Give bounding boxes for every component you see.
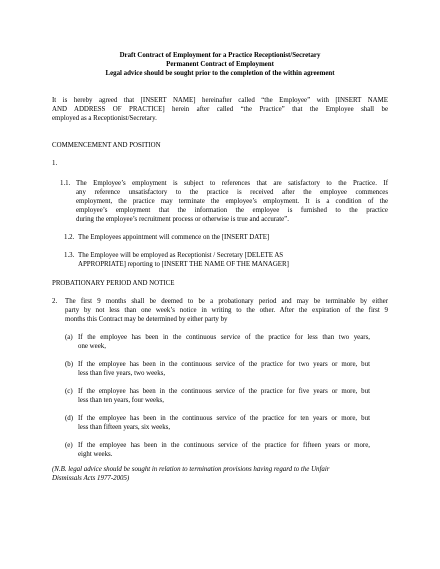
document-title: Draft Contract of Employment for a Practice Receptionist/Secretary — [119, 52, 321, 59]
document-subtitle: Permanent Contract of Employment — [166, 61, 274, 68]
clause-number: 1.1. — [60, 180, 71, 187]
legal-advice-notice: Legal advice should be sought prior to the completion of the within agreement — [105, 70, 335, 77]
list-label: (b) — [65, 361, 74, 368]
list-label: (c) — [65, 388, 73, 395]
list-label: (e) — [65, 442, 73, 449]
section-heading-commencement: COMMENCEMENT AND POSITION — [52, 142, 161, 149]
document-page: Draft Contract of Employment for a Practice Receptionist/Secretary Permanent Contract of Employment Legal advice should be sought prior to the completion of the within agreement It is hereby agreed that [INSERT NAME] hereinafter called “the Employee” with [INSERT NAME AND ADDRESS OF PRACTICE] herein after called “the Practice” that the Employee shall be employed as a Receptionist/Secretary. COMMENCEMENT AND POSITION 1. 1.1. The Employee’s employment is subject to references that are satisfactory to the Practice. If any reference unsatisfactory to the practice is received after the employee commences employment, the practice may terminate the employee’s employment. It is a condition of the employee’s employment that the information the employee is furnished to the practice during the employee’s recruitment process or otherwise is true and accurate”. 1.2. The Employees appointment will commence on the [INSERT DATE] 1.3. The Employee will be employed as Receptionist / Secretary [DELETE AS APPROPRIATE] reporting to [INSERT THE NAME OF THE MANAGER] PROBATIONARY PERIOD AND NOTICE 2. The first 9 months shall be deemed to be a probationary period and may be terminable by either party by not less than one week’s notice in writing to the other. After the expiration of the first 9 months this Contract may be determined by either party by (a) If the employee has been in the continuous service of the practice for less than two years, one week, (b) If the employee has been in the continuous service of the practice for two years or more, but less than five years, two weeks, (c) If the employee has been in the continuous service of the practice for five years or more, but less than ten years, four weeks, (d) If the employee has been in the continuous service of the practice for ten years or more, but less than fifteen years, six weeks, (e) If the employee has been in the continuous service of the practice for fifteen years or more, eight weeks. (N.B. legal advice should be sought in relation to termination provisions having regard to the Unfair Dismissals Acts 1977-2005) — [0, 0, 440, 569]
section-heading-probation: PROBATIONARY PERIOD AND NOTICE — [52, 280, 175, 287]
list-label: (a) — [65, 334, 73, 341]
section-number: 2. — [52, 298, 58, 305]
clause-number: 1.3. — [64, 252, 75, 259]
section-number: 1. — [52, 160, 58, 167]
list-label: (d) — [65, 415, 74, 422]
clause-number: 1.2. — [64, 234, 75, 241]
